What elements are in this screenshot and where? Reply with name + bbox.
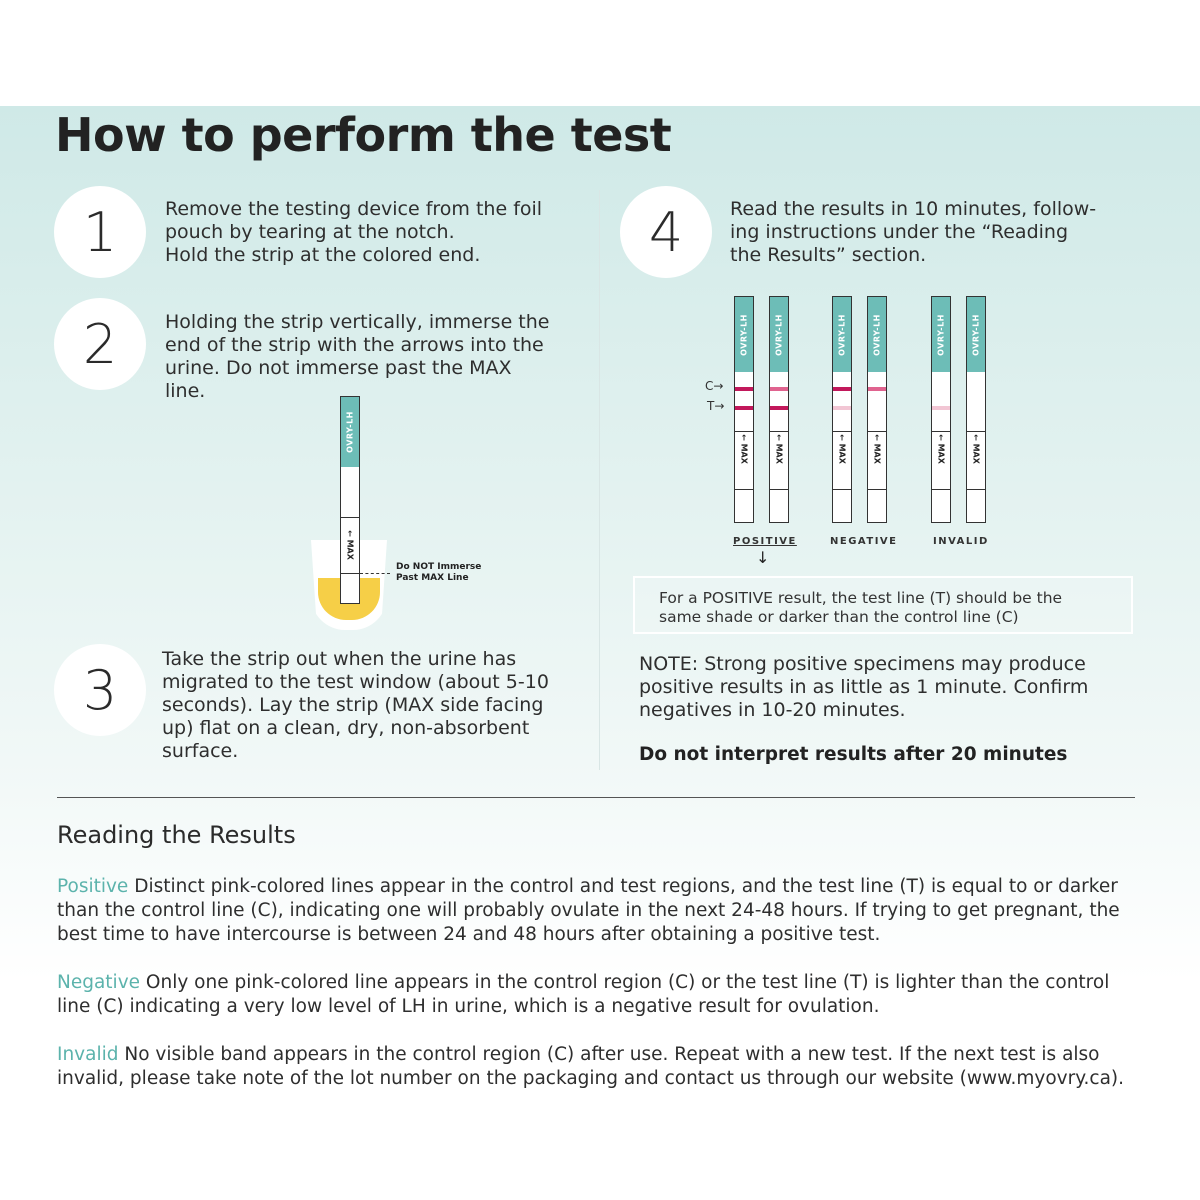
interpretation-warning: Do not interpret results after 20 minutes	[639, 744, 1068, 765]
step-1-number: 1	[54, 186, 146, 278]
negative-result-paragraph	[57, 971, 1142, 1019]
strip-brand: OVRY-LH	[971, 314, 981, 356]
step-3-line: migrated to the test window (about 5-10	[162, 671, 549, 693]
step-3-text	[162, 648, 549, 763]
step-4-number: 4	[620, 186, 712, 278]
result-test-strip	[832, 296, 852, 523]
result-test-strip	[734, 296, 754, 523]
result-test-strip	[769, 296, 789, 523]
positive-note-box	[633, 576, 1133, 634]
strip-brand: OVRY-LH	[837, 314, 847, 356]
invalid-description: No visible band appears in the control region (C) after use. Repeat with a new test. If the next test is also invalid, please take note of the lot number on the packaging and contact us through our website (www.myovry.ca).	[57, 1044, 1125, 1089]
warning-line: Do NOT Immerse	[396, 562, 482, 572]
positive-keyword: Positive	[57, 876, 129, 897]
step-2-line: Holding the strip vertically, immerse the	[165, 311, 550, 333]
negative-keyword: Negative	[57, 972, 141, 993]
dipped-test-strip	[340, 396, 360, 604]
column-divider	[599, 190, 600, 770]
step-2-line: end of the strip with the arrows into the	[165, 334, 544, 356]
step-1-line: pouch by tearing at the notch.	[165, 221, 455, 243]
strip-brand: OVRY-LH	[739, 314, 749, 356]
strip-max-label: ← MAX	[739, 434, 749, 464]
strip-brand: OVRY-LH	[872, 314, 882, 356]
step-3-line: seconds). Lay the strip (MAX side facing	[162, 694, 544, 716]
step-3-line: Take the strip out when the urine has	[162, 648, 517, 670]
strip-max-label: ← MAX	[872, 434, 882, 464]
strip-max-label: ← MAX	[774, 434, 784, 464]
step-4-text	[730, 198, 1096, 267]
warning-line: Past MAX Line	[396, 573, 469, 583]
step-2-line: urine. Do not immerse past the MAX	[165, 357, 512, 379]
strip-max-label: ← MAX	[837, 434, 847, 464]
negative-label: NEGATIVE	[830, 536, 898, 547]
step-3-line: up) flat on a clean, dry, non-absorbent	[162, 717, 530, 739]
invalid-keyword: Invalid	[57, 1044, 119, 1065]
reading-results-heading: Reading the Results	[57, 821, 296, 849]
timing-note	[639, 653, 1139, 722]
step-4-line: ing instructions under the “Reading	[730, 221, 1069, 243]
test-band	[770, 406, 788, 410]
test-band	[932, 406, 950, 410]
step-1-line: Remove the testing device from the foil	[165, 198, 543, 220]
test-band	[833, 406, 851, 410]
control-line-marker: C→	[705, 379, 724, 393]
positive-description: Distinct pink-colored lines appear in the control and test regions, and the test line (T) is equal to or darker than the control line (C), indicating one will probably ovulate in the next 24-48 hours. If trying to get pregnant, the best time to have intercourse is between 24 and 48 hours after obtaining a positive test.	[57, 876, 1120, 945]
step-4-line: the Results” section.	[730, 244, 927, 266]
control-band	[868, 387, 886, 391]
note-line: negatives in 10-20 minutes.	[639, 699, 906, 721]
control-band	[770, 387, 788, 391]
strip-brand: OVRY-LH	[345, 411, 355, 453]
positive-label: POSITIVE	[733, 536, 797, 547]
note-box-line: For a POSITIVE result, the test line (T) should be the	[659, 589, 1063, 607]
control-band	[833, 387, 851, 391]
note-box-line: same shade or darker than the control line (C)	[659, 608, 1019, 626]
immerse-warning	[396, 562, 481, 584]
step-2-number: 2	[54, 298, 146, 390]
step-2-line: line.	[165, 380, 206, 402]
strip-max-label: ← MAX	[936, 434, 946, 464]
down-arrow-icon: ↓	[756, 548, 770, 567]
strip-max-label: ← MAX	[971, 434, 981, 464]
section-divider	[57, 797, 1135, 798]
strip-brand: OVRY-LH	[774, 314, 784, 356]
result-test-strip	[931, 296, 951, 523]
strip-brand: OVRY-LH	[936, 314, 946, 356]
page-title: How to perform the test	[55, 108, 672, 162]
control-band	[735, 387, 753, 391]
step-4-line: Read the results in 10 minutes, follow-	[730, 198, 1097, 220]
step-2-text	[165, 311, 549, 403]
note-line: positive results in as little as 1 minute. Confirm	[639, 676, 1089, 698]
step-1-text	[165, 198, 542, 267]
step-3-line: surface.	[162, 740, 239, 762]
negative-description: Only one pink-colored line appears in the control region (C) or the test line (T) is lighter than the control line (C) indicating a very low level of LH in urine, which is a negative result for ovulation.	[57, 972, 1110, 1017]
result-test-strip	[966, 296, 986, 523]
invalid-label: INVALID	[933, 536, 989, 547]
result-test-strip	[867, 296, 887, 523]
test-band	[735, 406, 753, 410]
test-line-marker: T→	[707, 399, 725, 413]
invalid-result-paragraph	[57, 1043, 1142, 1091]
strip-max-label: ← MAX	[345, 530, 355, 560]
note-line: NOTE: Strong positive specimens may produce	[639, 653, 1086, 675]
step-3-number: 3	[54, 644, 146, 736]
max-line-indicator	[360, 573, 390, 574]
step-1-line: Hold the strip at the colored end.	[165, 244, 481, 266]
positive-result-paragraph	[57, 875, 1142, 947]
